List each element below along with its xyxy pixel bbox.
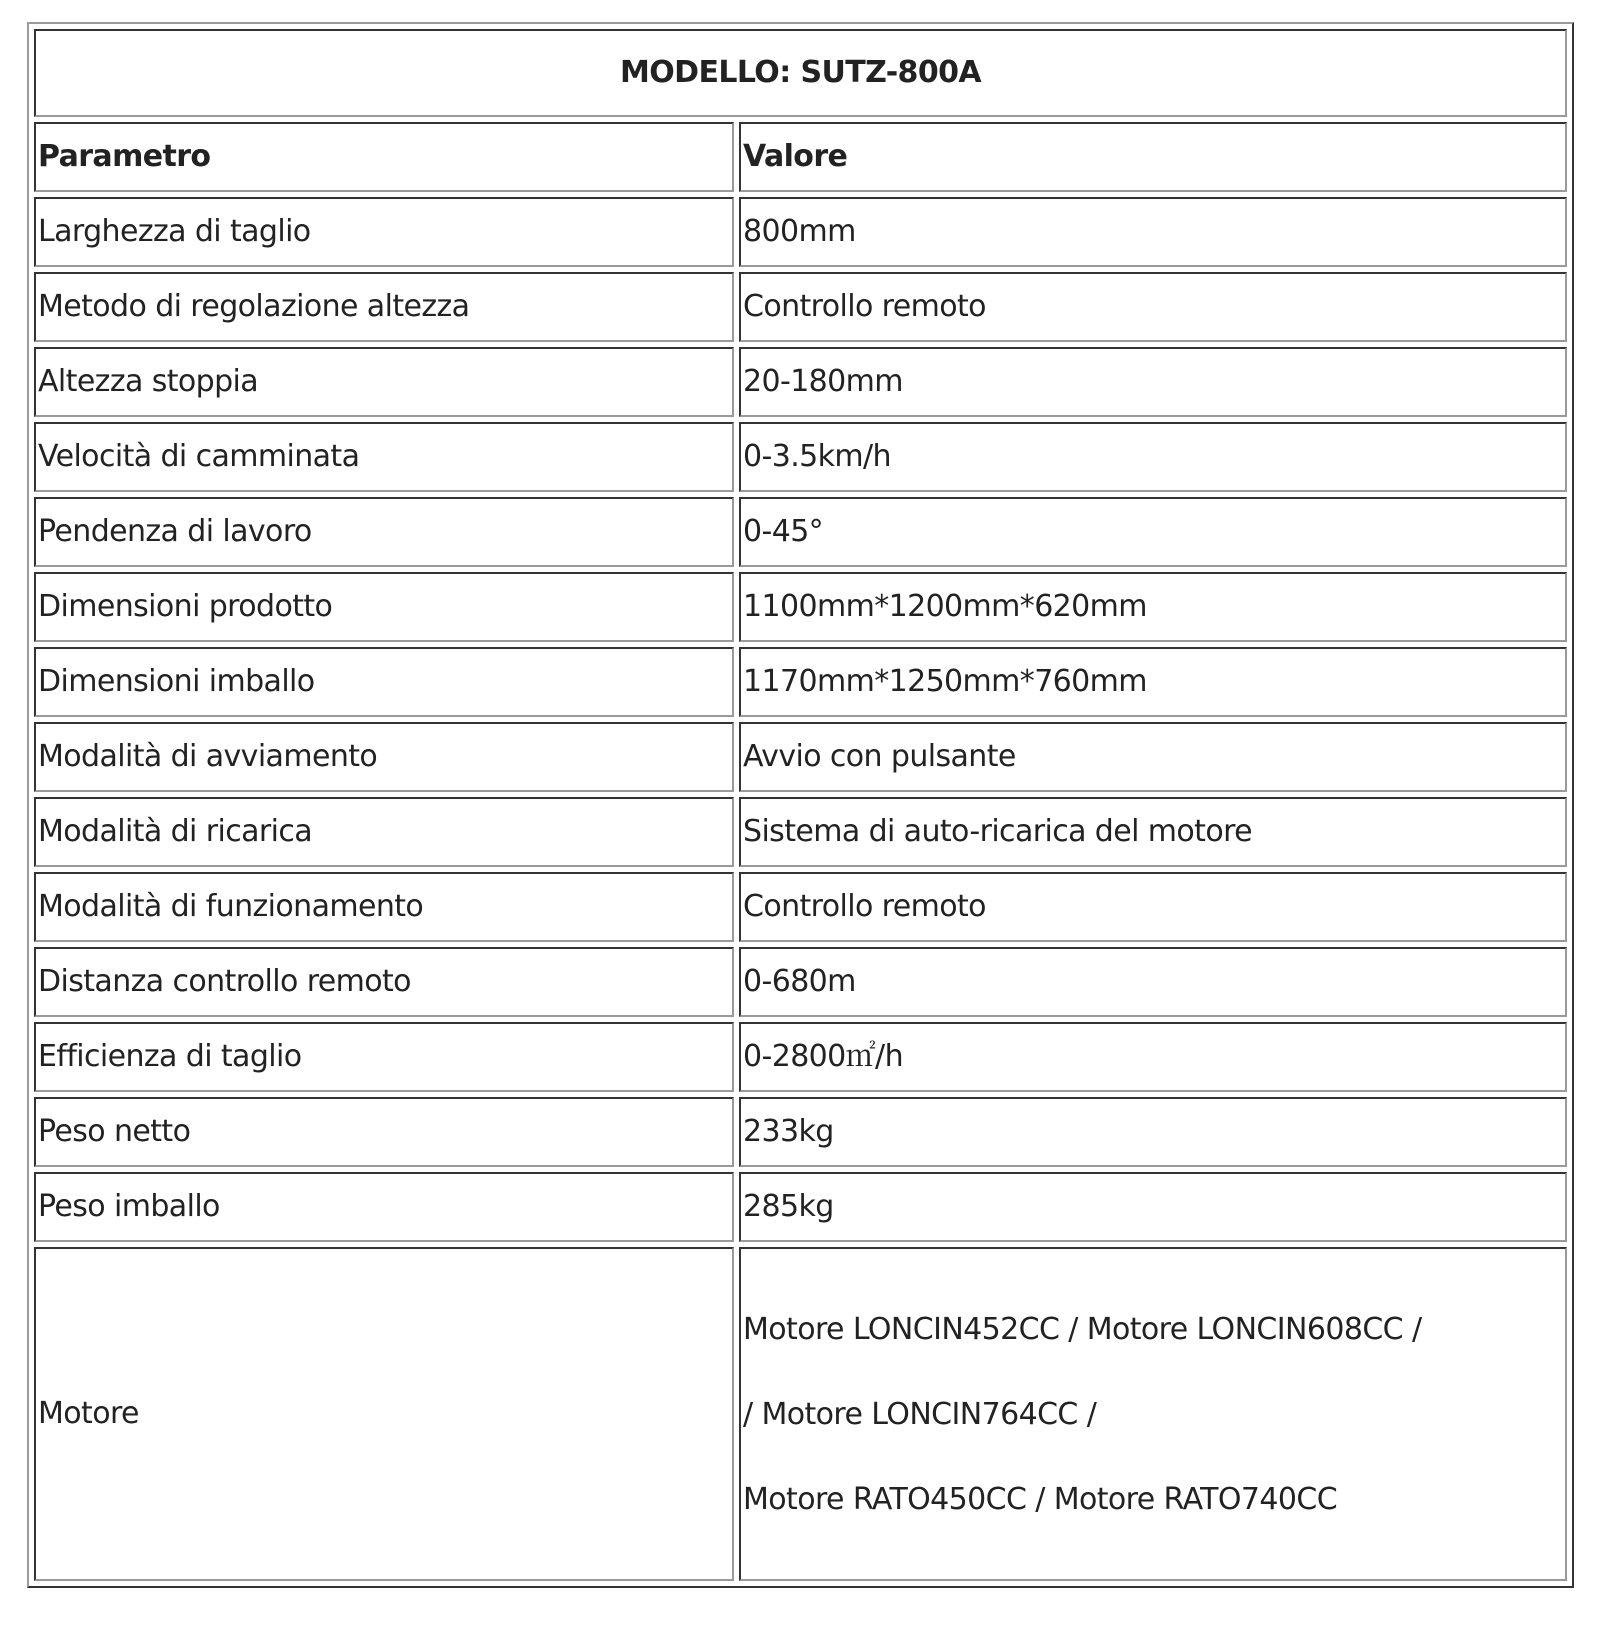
value-cell: 0-2800㎡/h bbox=[739, 1022, 1567, 1092]
table-row bbox=[34, 1022, 1567, 1092]
table-row bbox=[34, 722, 1567, 792]
motor-row bbox=[34, 1247, 1567, 1581]
param-cell: Modalità di ricarica bbox=[34, 797, 734, 867]
value-cell: 1100mm*1200mm*620mm bbox=[739, 572, 1567, 642]
param-cell: Pendenza di lavoro bbox=[34, 497, 734, 567]
motor-option-line: / Motore LONCIN764CC / bbox=[743, 1396, 1097, 1432]
param-cell: Distanza controllo remoto bbox=[34, 947, 734, 1017]
param-cell: Dimensioni prodotto bbox=[34, 572, 734, 642]
value-cell: 233kg bbox=[739, 1097, 1567, 1167]
param-cell: Larghezza di taglio bbox=[34, 197, 734, 267]
motor-option-line: Motore LONCIN452CC / Motore LONCIN608CC / bbox=[743, 1311, 1422, 1347]
param-cell: Dimensioni imballo bbox=[34, 647, 734, 717]
param-cell: Efficienza di taglio bbox=[34, 1022, 734, 1092]
table-row bbox=[34, 197, 1567, 267]
value-cell: 800mm bbox=[739, 197, 1567, 267]
header-param: Parametro bbox=[34, 122, 734, 192]
param-cell: Velocità di camminata bbox=[34, 422, 734, 492]
motor-param-cell: Motore bbox=[34, 1247, 734, 1581]
param-cell: Modalità di funzionamento bbox=[34, 872, 734, 942]
param-cell: Modalità di avviamento bbox=[34, 722, 734, 792]
title-row bbox=[34, 29, 1567, 117]
table-row bbox=[34, 1172, 1567, 1242]
header-row bbox=[34, 122, 1567, 192]
param-cell: Peso netto bbox=[34, 1097, 734, 1167]
table-row bbox=[34, 947, 1567, 1017]
value-cell: 285kg bbox=[739, 1172, 1567, 1242]
value-cell: Controllo remoto bbox=[739, 872, 1567, 942]
spec-table bbox=[27, 22, 1574, 1588]
param-cell: Altezza stoppia bbox=[34, 347, 734, 417]
table-row bbox=[34, 572, 1567, 642]
table-row bbox=[34, 797, 1567, 867]
value-cell: Avvio con pulsante bbox=[739, 722, 1567, 792]
motor-value-cell bbox=[739, 1247, 1567, 1581]
table-row bbox=[34, 872, 1567, 942]
table-row bbox=[34, 272, 1567, 342]
header-value: Valore bbox=[739, 122, 1567, 192]
table-row bbox=[34, 1097, 1567, 1167]
motor-option-line: Motore RATO450CC / Motore RATO740CC bbox=[743, 1481, 1338, 1517]
value-cell: 20-180mm bbox=[739, 347, 1567, 417]
value-cell: 0-45° bbox=[739, 497, 1567, 567]
table-row bbox=[34, 422, 1567, 492]
table-row bbox=[34, 347, 1567, 417]
param-cell: Peso imballo bbox=[34, 1172, 734, 1242]
value-cell: 0-3.5km/h bbox=[739, 422, 1567, 492]
value-cell: 1170mm*1250mm*760mm bbox=[739, 647, 1567, 717]
value-cell: 0-680m bbox=[739, 947, 1567, 1017]
param-cell: Metodo di regolazione altezza bbox=[34, 272, 734, 342]
table-row bbox=[34, 497, 1567, 567]
value-cell: Controllo remoto bbox=[739, 272, 1567, 342]
table-title: MODELLO: SUTZ-800A bbox=[34, 29, 1567, 117]
table-row bbox=[34, 647, 1567, 717]
value-cell: Sistema di auto-ricarica del motore bbox=[739, 797, 1567, 867]
